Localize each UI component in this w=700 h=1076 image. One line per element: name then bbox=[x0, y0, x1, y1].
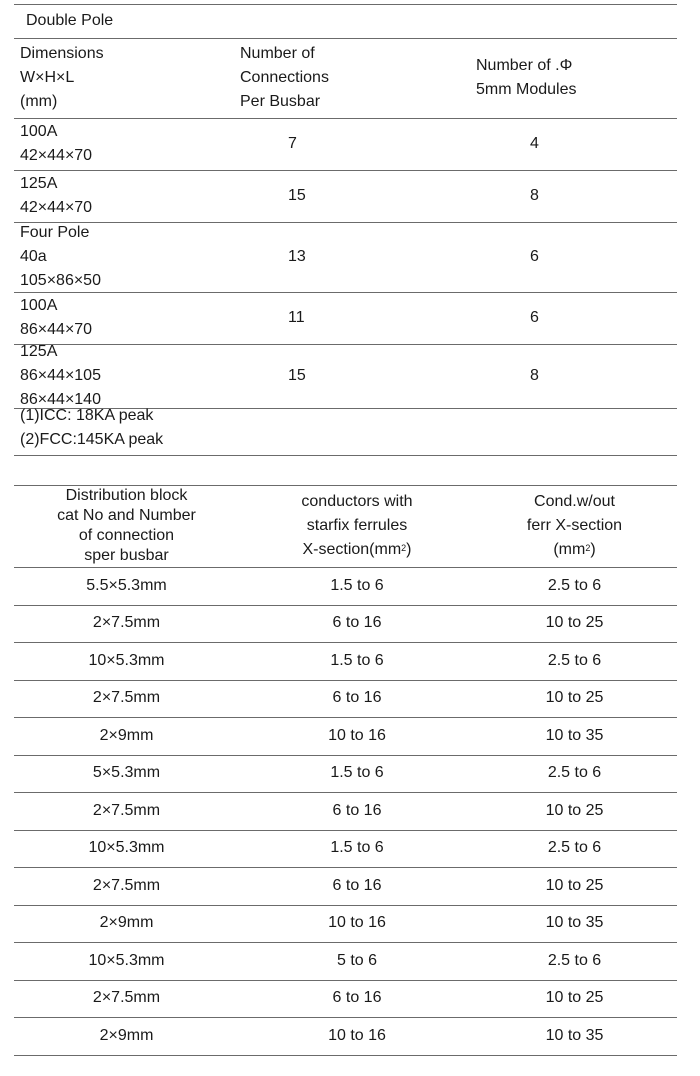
cell-without-ferrules: 10 to 25 bbox=[545, 614, 604, 632]
cell-dimensions: 125A 42×44×70 bbox=[20, 175, 93, 216]
cell-modules: 6 bbox=[530, 309, 539, 326]
superscript: 2 bbox=[585, 543, 591, 553]
cell-without-ferrules: 2.5 to 6 bbox=[547, 764, 602, 782]
header-text: X-section(mm bbox=[302, 541, 402, 558]
table-title: Double Pole bbox=[26, 12, 114, 29]
cell-without-ferrules: 10 to 25 bbox=[545, 876, 604, 894]
cell-without-ferrules: 10 to 35 bbox=[545, 1026, 604, 1044]
header-line: starfix ferrules bbox=[306, 517, 408, 534]
cell-with-ferrules: 6 to 16 bbox=[332, 801, 382, 819]
cell-cat-no: 2×7.5mm bbox=[92, 614, 161, 632]
table-row bbox=[14, 755, 677, 793]
cell-dimensions: 125A 86×44×105 86×44×140 bbox=[20, 343, 101, 408]
cell-dimensions: Four Pole 40a 105×86×50 bbox=[20, 224, 101, 289]
table-row bbox=[14, 680, 677, 718]
cell-cat-no: 2×9mm bbox=[99, 726, 154, 744]
cell-without-ferrules: 10 to 35 bbox=[545, 914, 604, 932]
table-row bbox=[14, 1017, 677, 1055]
cell-cat-no: 2×7.5mm bbox=[92, 876, 161, 894]
cell-connections: 15 bbox=[288, 187, 306, 204]
cell-connections: 11 bbox=[288, 309, 305, 326]
table-rule bbox=[14, 455, 677, 456]
table-row bbox=[14, 830, 677, 868]
header-text: (mm bbox=[553, 541, 586, 558]
cell-cat-no: 10×5.3mm bbox=[88, 839, 165, 857]
table-row bbox=[14, 170, 677, 222]
cell-without-ferrules: 10 to 25 bbox=[545, 801, 604, 819]
cell-cat-no: 10×5.3mm bbox=[88, 651, 165, 669]
table-row bbox=[14, 605, 677, 643]
cell-cat-no: 2×7.5mm bbox=[92, 801, 161, 819]
cell-with-ferrules: 1.5 to 6 bbox=[330, 576, 384, 594]
header-distribution-block: Distribution block cat No and Number of connection sper busbar bbox=[57, 487, 196, 564]
cell-modules: 8 bbox=[530, 187, 539, 204]
cell-with-ferrules: 6 to 16 bbox=[332, 989, 382, 1007]
table-row bbox=[14, 942, 677, 980]
table-row bbox=[14, 344, 677, 408]
table-row bbox=[14, 222, 677, 292]
superscript: 2 bbox=[401, 543, 407, 553]
cell-connections: 7 bbox=[288, 135, 297, 152]
cell-with-ferrules: 6 to 16 bbox=[332, 876, 382, 894]
table-header-row bbox=[14, 38, 677, 118]
header-line: ferr X-section bbox=[526, 517, 623, 534]
cell-with-ferrules: 10 to 16 bbox=[328, 726, 386, 744]
cell-with-ferrules: 5 to 6 bbox=[336, 951, 378, 969]
cell-with-ferrules: 10 to 16 bbox=[328, 1026, 386, 1044]
cell-without-ferrules: 2.5 to 6 bbox=[547, 651, 602, 669]
table-row bbox=[14, 980, 677, 1018]
cell-cat-no: 10×5.3mm bbox=[88, 951, 165, 969]
cell-modules: 4 bbox=[530, 135, 539, 152]
cell-cat-no: 2×7.5mm bbox=[92, 989, 161, 1007]
header-conductors-without-ferrules bbox=[462, 485, 687, 567]
cell-dimensions: 100A 86×44×70 bbox=[20, 297, 93, 338]
table-rule bbox=[14, 1055, 677, 1056]
table-row bbox=[14, 792, 677, 830]
cell-cat-no: 2×9mm bbox=[99, 914, 154, 932]
header-line bbox=[301, 538, 412, 562]
header-connections: Number of Connections Per Busbar bbox=[240, 45, 329, 110]
cell-with-ferrules: 6 to 16 bbox=[332, 614, 382, 632]
header-text: ) bbox=[590, 541, 596, 558]
cell-without-ferrules: 2.5 to 6 bbox=[547, 839, 602, 857]
cell-cat-no: 5×5.3mm bbox=[92, 764, 161, 782]
table-row bbox=[14, 717, 677, 755]
cell-connections: 13 bbox=[288, 248, 306, 265]
table-row bbox=[14, 642, 677, 680]
busbar-dimensions-table bbox=[14, 4, 677, 456]
cell-modules: 6 bbox=[530, 248, 539, 265]
cell-cat-no: 2×7.5mm bbox=[92, 689, 161, 707]
cell-without-ferrules: 2.5 to 6 bbox=[547, 576, 602, 594]
table-title-row bbox=[14, 4, 677, 38]
cell-dimensions: 100A 42×44×70 bbox=[20, 123, 93, 164]
cell-without-ferrules: 10 to 35 bbox=[545, 726, 604, 744]
table-row bbox=[14, 905, 677, 943]
table-notes: (1)ICC: 18KA peak (2)FCC:145KA peak bbox=[20, 407, 164, 448]
cell-modules: 8 bbox=[530, 367, 539, 384]
distribution-block-table bbox=[14, 485, 677, 1055]
cell-with-ferrules: 1.5 to 6 bbox=[330, 839, 384, 857]
cell-cat-no: 2×9mm bbox=[99, 1026, 154, 1044]
header-line: Cond.w/out bbox=[534, 493, 615, 510]
cell-with-ferrules: 1.5 to 6 bbox=[330, 651, 384, 669]
cell-with-ferrules: 10 to 16 bbox=[328, 914, 386, 932]
cell-with-ferrules: 6 to 16 bbox=[332, 689, 382, 707]
table-row bbox=[14, 867, 677, 905]
header-modules: Number of .Φ 5mm Modules bbox=[476, 57, 577, 98]
table-row bbox=[14, 118, 677, 170]
header-line bbox=[527, 538, 622, 562]
table-header-row bbox=[14, 485, 677, 567]
table-row bbox=[14, 292, 677, 344]
header-text: ) bbox=[406, 541, 412, 558]
header-line: conductors with bbox=[301, 493, 413, 510]
cell-with-ferrules: 1.5 to 6 bbox=[330, 764, 384, 782]
cell-without-ferrules: 10 to 25 bbox=[545, 689, 604, 707]
cell-without-ferrules: 10 to 25 bbox=[545, 989, 604, 1007]
table-row bbox=[14, 567, 677, 605]
table-notes-row bbox=[14, 400, 677, 456]
cell-cat-no: 5.5×5.3mm bbox=[86, 576, 167, 594]
header-dimensions: Dimensions W×H×L (mm) bbox=[20, 45, 104, 110]
cell-connections: 15 bbox=[288, 367, 306, 384]
cell-without-ferrules: 2.5 to 6 bbox=[547, 951, 602, 969]
header-conductors-with-ferrules bbox=[242, 485, 472, 567]
